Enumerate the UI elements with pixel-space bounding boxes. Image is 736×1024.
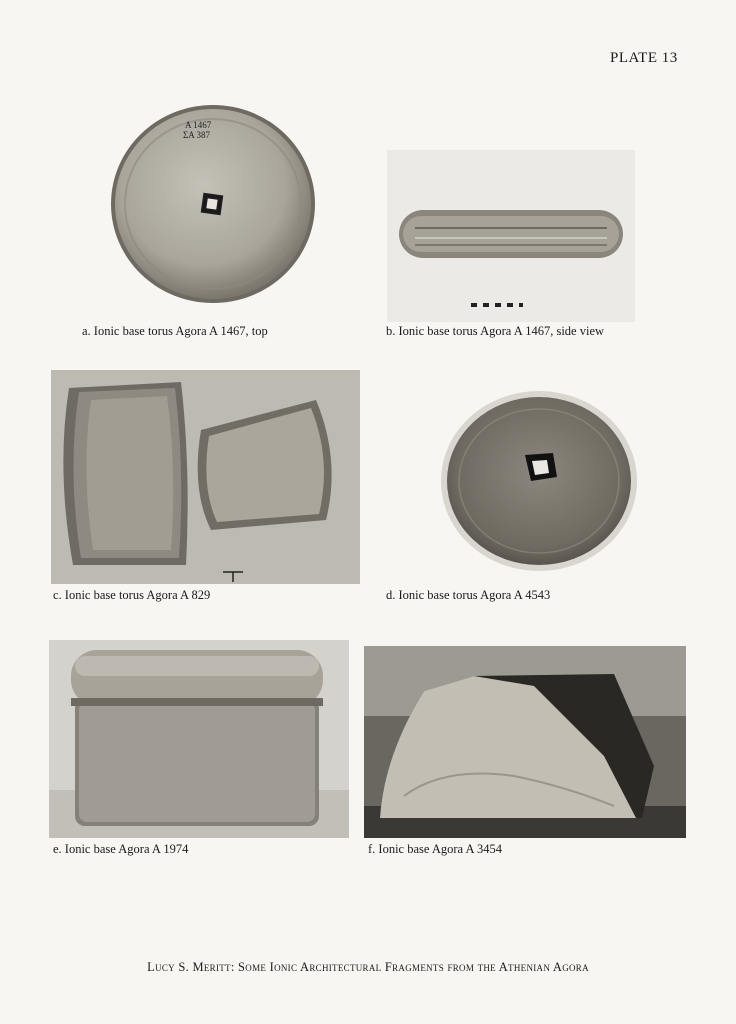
- inscription-line-2: ΣΑ 387: [183, 130, 210, 140]
- inscription-line-1: A 1467: [185, 120, 212, 130]
- plate-number: [610, 50, 678, 67]
- page-footer: Lucy S. Meritt: Some Ionic Architectural Fragments from the Athenian Agora: [147, 960, 589, 974]
- photo-d-torus: [437, 385, 642, 580]
- caption-e: e. Ionic base Agora A 1974: [53, 842, 189, 856]
- photo-f-ionic-base-fragment: [364, 646, 686, 838]
- scale-bar: [471, 303, 523, 307]
- plate-label: PLATE: [610, 50, 658, 66]
- photo-e-ionic-base: [49, 640, 349, 838]
- photo-b-torus-side: [387, 150, 635, 322]
- caption-c: c. Ionic base torus Agora A 829: [53, 588, 211, 602]
- plate-number-value: 13: [661, 50, 678, 66]
- photo-a-torus-top: [105, 98, 320, 313]
- caption-d: d. Ionic base torus Agora A 4543: [386, 588, 551, 602]
- caption-a: a. Ionic base torus Agora A 1467, top: [82, 324, 268, 338]
- photo-c-torus-fragments: [51, 370, 360, 584]
- caption-f: f. Ionic base Agora A 3454: [368, 842, 503, 856]
- caption-b: b. Ionic base torus Agora A 1467, side view: [386, 324, 605, 338]
